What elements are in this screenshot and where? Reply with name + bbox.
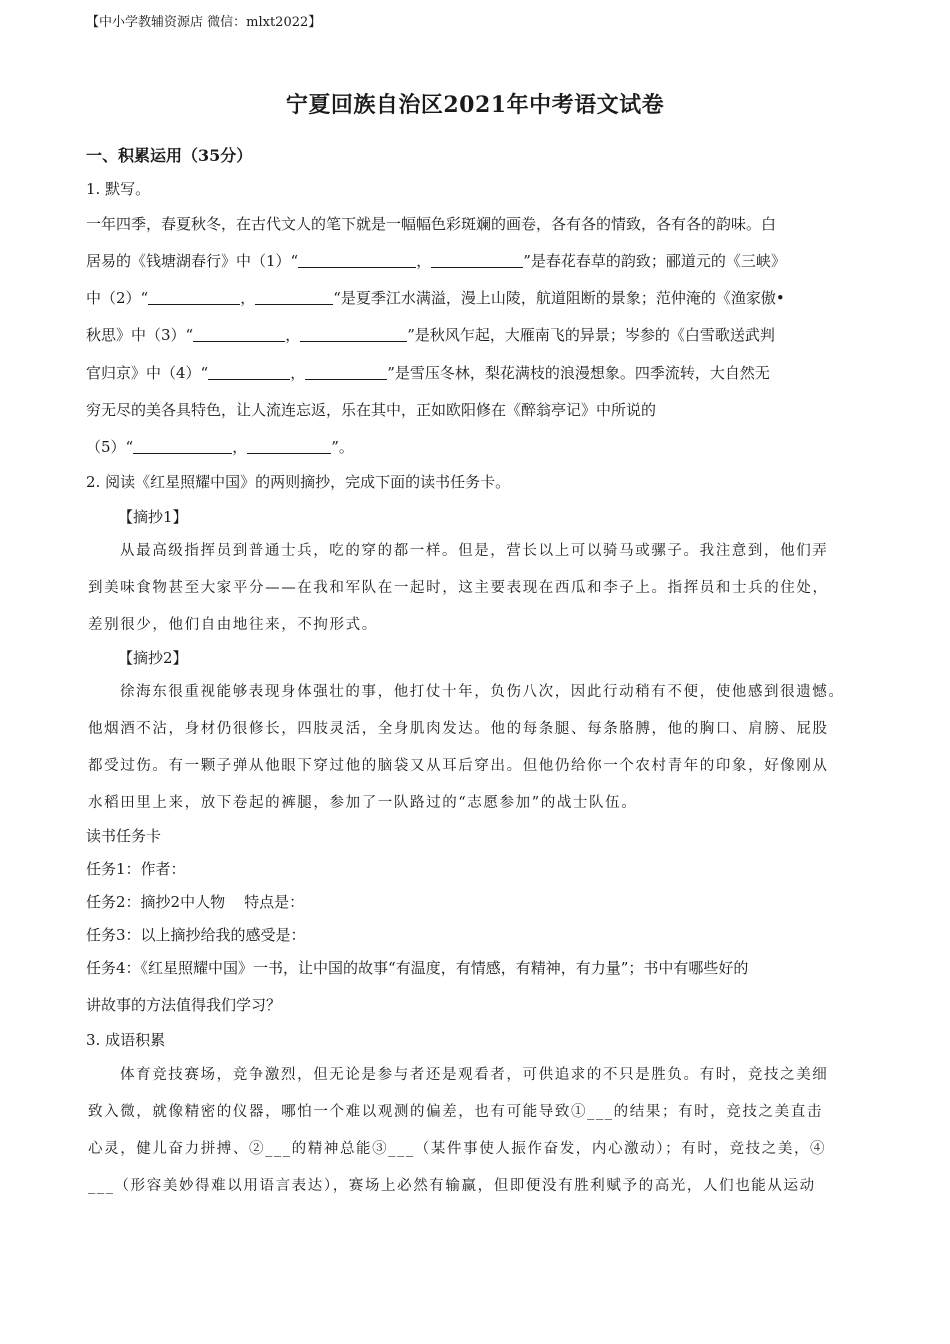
q3-line: 心灵，健儿奋力拼搏、②___的精神总能③___（某件事使人振作奋发，内心激动）；有时，竞技之美，④ [88, 1141, 827, 1157]
blank-5b[interactable] [247, 439, 331, 454]
blank-4b[interactable] [305, 365, 387, 380]
blank-5a[interactable] [133, 439, 232, 454]
excerpt2-line: 都受过伤。有一颗子弹从他眼下穿过他的脑袋又从耳后穿出。但他仍给你一个农村青年的印象，好像刚从 [88, 758, 829, 774]
task-4-line-1: 任务4：《红星照耀中国》一书，让中国的故事“有温度，有情感，有精神，有力量”；书中有哪些好的 [86, 959, 749, 977]
blank-1a[interactable] [298, 253, 416, 268]
blank-3b[interactable] [300, 327, 407, 342]
q1-line-1: 一年四季，春夏秋冬，在古代文人的笔下就是一幅幅色彩斑斓的画卷，各有各的情致，各有各的韵味。白 [86, 215, 777, 233]
q1-line-3: 中（2）“ ， “是夏季江水满溢，漫上山陵，航道阻断的景象；范仲淹的《渔家傲• [86, 289, 785, 307]
q3-heading: 3. 成语积累 [86, 1031, 166, 1049]
excerpt1-label: 【摘抄1】 [118, 508, 188, 526]
section-heading: 一、积累运用（35分） [86, 146, 253, 165]
q1-line-7: （5）“ ， ”。 [86, 438, 354, 456]
excerpt2-line: 他烟酒不沾，身材仍很修长，四肢灵活，全身肌肉发达。他的每条腿、每条胳膊，他的胸口、肩膀、屁股 [88, 721, 829, 737]
q1-line-2: 居易的《钱塘湖春行》中（1）“ ， ”是春花春草的韵致；郦道元的《三峡》 [86, 252, 786, 270]
excerpt2-label: 【摘抄2】 [118, 649, 188, 667]
q1-line-4: 秋思》中（3）“ ， ”是秋风乍起，大雁南飞的异景；岑参的《白雪歌送武判 [86, 326, 775, 344]
header-note: 【中小学教辅资源店 微信：mlxt2022】 [86, 15, 322, 30]
excerpt2-line: 徐海东很重视能够表现身体强壮的事，他打仗十年，负伤八次，因此行动稍有不便，使他感到很遗憾。 [120, 684, 845, 700]
blank-2a[interactable] [148, 290, 240, 305]
blank-2b[interactable] [255, 290, 333, 305]
q1-line-6: 穷无尽的美各具特色，让人流连忘返，乐在其中，正如欧阳修在《醉翁亭记》中所说的 [86, 401, 657, 419]
q1-label: 1. 默写。 [86, 180, 151, 198]
task-4-line-2: 讲故事的方法值得我们学习？ [86, 996, 282, 1014]
q2-prompt: 2. 阅读《红星照耀中国》的两则摘抄，完成下面的读书任务卡。 [86, 473, 511, 491]
q3-line: 体育竞技赛场，竞争激烈，但无论是参与者还是观看者，可供追求的不只是胜负。有时，竞技之美细 [120, 1067, 829, 1083]
task-card-title: 读书任务卡 [86, 827, 162, 845]
q3-line: ___（形容美妙得难以用语言表达），赛场上必然有输赢，但即便没有胜利赋予的高光，人们也能从运动 [88, 1178, 816, 1194]
task-1: 任务1：作者： [86, 860, 186, 878]
blank-4a[interactable] [208, 365, 290, 380]
task-2: 任务2：摘抄2中人物 特点是： [86, 893, 305, 911]
blank-1b[interactable] [431, 253, 523, 268]
page-title: 宁夏回族自治区2021年中考语文试卷 [285, 92, 665, 118]
q1-line-5: 官归京》中（4）“ ， ”是雪压冬林，梨花满枝的浪漫想象。四季流转，大自然无 [86, 364, 770, 382]
blank-3a[interactable] [193, 327, 285, 342]
excerpt2-line: 水稻田里上来，放下卷起的裤腿，参加了一队路过的“志愿参加”的战士队伍。 [88, 795, 638, 811]
excerpt1-line: 到美味食物甚至大家平分——在我和军队在一起时，这主要表现在西瓜和李子上。指挥员和士兵的住处， [88, 580, 829, 596]
excerpt1-line: 从最高级指挥员到普通士兵，吃的穿的都一样。但是，营长以上可以骑马或骡子。我注意到，他们弄 [120, 543, 829, 559]
task-3: 任务3：以上摘抄给我的感受是： [86, 926, 306, 944]
q3-line: 致入微，就像精密的仪器，哪怕一个难以观测的偏差，也有可能导致①___的结果；有时，竞技之美直击 [88, 1104, 823, 1120]
excerpt1-line: 差别很少，他们自由地往来，不拘形式。 [88, 617, 378, 633]
